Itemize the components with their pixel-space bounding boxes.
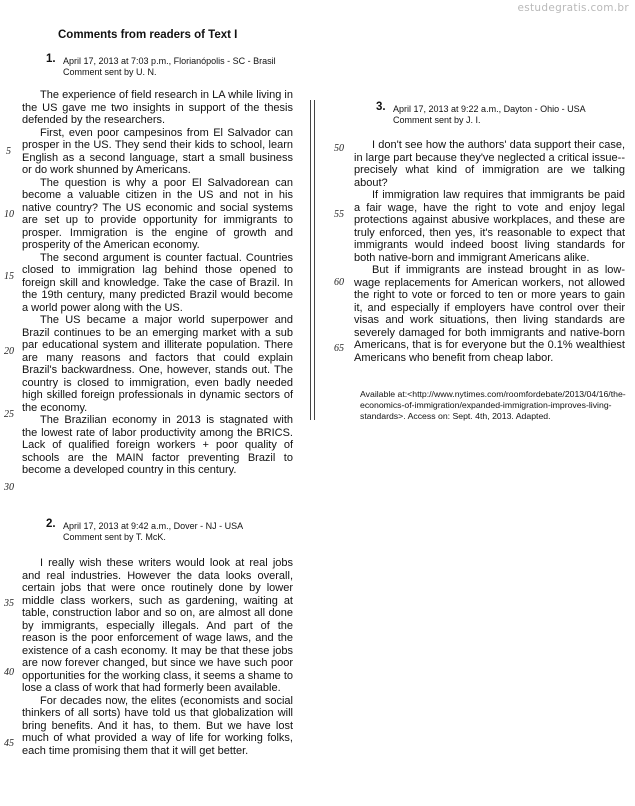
column-divider	[310, 100, 315, 420]
comment-2-header	[46, 518, 244, 542]
comment-author: Comment sent by J. I.	[393, 114, 481, 125]
line-number: 60	[334, 277, 344, 288]
comment-3-body	[354, 139, 625, 364]
page-title: Comments from readers of Text I	[58, 29, 238, 41]
line-number: 45	[4, 738, 14, 749]
line-number: 65	[334, 343, 344, 354]
paragraph: The US became a major world superpower and Brazil continues to be an emerging market with a sub par educational system and illiterate population. There are many reasons and factors that could explain Brazil's backwardness. One, however, stands out. The country is closed to immigration, even badly needed high skilled foreign professionals in dynamic sectors of the economy.	[22, 314, 293, 414]
paragraph: If immigration law requires that immigrants be paid a fair wage, have the right to vote and enjoy legal protections against abusive workplaces, and these are truly enforced, then yes, it's reasonable to expect that immigrants would indeed boost living standards for both native-born and immigrant Americans alike.	[354, 189, 625, 264]
paragraph: For decades now, the elites (economists and social thinkers of all sorts) have told us that globalization will bring benefits. And it has, to them. But we have lost much of what provided a way of life for working folks, each time promising them that it will get better.	[22, 694, 293, 757]
comment-number: 3.	[376, 101, 386, 113]
paragraph: I really wish these writers would look at real jobs and real industries. However the data looks overall, certain jobs that were once routinely done by lower middle class workers, such as gardening, waiting at table, construction labor and so on, are almost all done by immigrants, especially illegals. And part of the reason is the poor enforcement of wage laws, and the existence of a cash economy. It may be that these jobs are now forever changed, but since we have such poor opportunities for the working class, it seems a shame to lose a class of work that had formerly been available.	[22, 557, 293, 694]
comment-author: Comment sent by T. McK.	[63, 531, 166, 542]
paragraph: The question is why a poor El Salvadorean can become a valuable citizen in the US and not in his native country? The US economic and social systems are set up to provide opportunity for immigrants to prosper. Immigration is the engine of growth and prosperity of the American economy.	[22, 176, 293, 251]
comment-1-header	[46, 53, 276, 77]
line-number: 50	[334, 143, 344, 154]
line-number: 35	[4, 598, 14, 609]
line-number: 25	[4, 409, 14, 420]
comment-number: 2.	[46, 518, 56, 530]
paragraph: First, even poor campesinos from El Salvador can prosper in the US. They send their kids to school, learn English as a second language, start a small business or do work shunned by Americans.	[22, 126, 293, 176]
line-number: 20	[4, 346, 14, 357]
line-number: 15	[4, 271, 14, 282]
paragraph: I don't see how the authors' data support their case, in large part because they've neglected a critical issue-- precisely what kind of immigration are we talking about?	[354, 139, 625, 189]
comment-meta: April 17, 2013 at 9:22 a.m., Dayton - Ohio - USA	[393, 104, 586, 114]
paragraph: The experience of field research in LA while living in the US gave me two insights in support of the thesis defended by the researchers.	[22, 89, 293, 126]
comment-meta: April 17, 2013 at 9:42 a.m., Dover - NJ - USA	[63, 521, 244, 531]
paragraph: The Brazilian economy in 2013 is stagnated with the lowest rate of labor productivity among the BRICS. Lack of qualified foreign workers + poor quality of schools are the MAIN factor preventing Brazil to become a developed country in this century.	[22, 414, 293, 476]
watermark: estudegratis.com.br	[517, 2, 629, 14]
source-citation: Available at:<http://www.nytimes.com/roomfordebate/2013/04/16/the-economics-of-immigration/expanded-immigration-improves-living-standards>. Access on: Sept. 4th, 2013. Adapted.	[360, 389, 626, 421]
comment-author: Comment sent by U. N.	[63, 66, 157, 77]
comment-1-body	[22, 89, 293, 477]
line-number: 5	[6, 146, 11, 157]
line-number: 10	[4, 209, 14, 220]
comment-number: 1.	[46, 53, 56, 65]
comment-2-body	[22, 557, 293, 757]
line-number: 30	[4, 482, 14, 493]
line-number: 55	[334, 209, 344, 220]
comment-meta: April 17, 2013 at 7:03 p.m., Florianópolis - SC - Brasil	[63, 56, 276, 66]
paragraph: The second argument is counter factual. Countries closed to immigration lag behind those opened to foreign skill and knowledge. Take the case of Brazil. In the 19th century, many predicted Brazil would become a world power along with the US.	[22, 251, 293, 314]
comment-3-header	[376, 101, 586, 125]
line-number: 40	[4, 667, 14, 678]
paragraph: But if immigrants are instead brought in as low-wage replacements for American workers, not allowed the right to vote or forced to ten or more years to gain it, and especially if employers have control over their visas and work situations, then living standards are severely damaged for both immigrants and native-born Americans, that is for everyone but the 0.1% wealthiest Americans who benefit from cheap labor.	[354, 264, 625, 364]
